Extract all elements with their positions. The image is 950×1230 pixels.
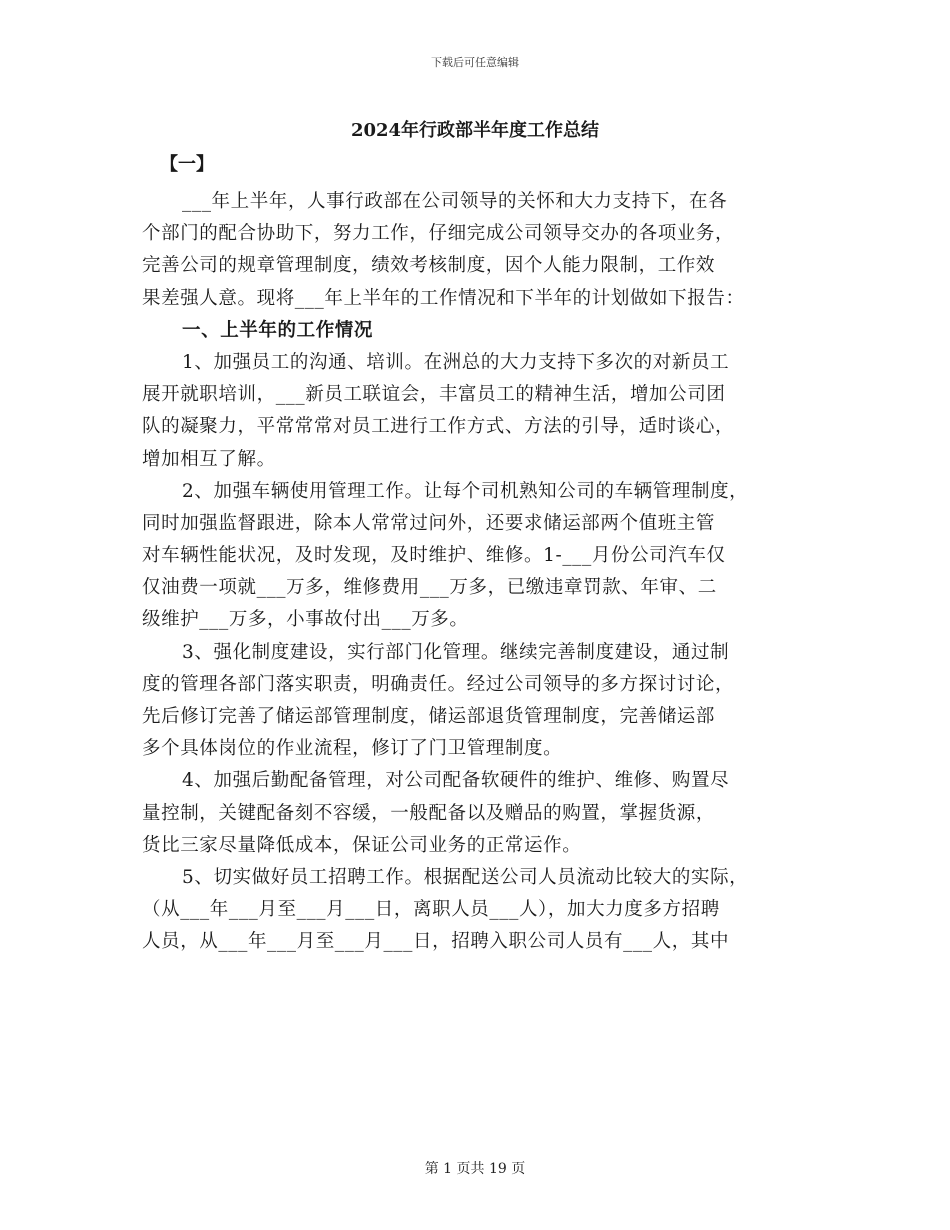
paragraph-line: 1、加强员工的沟通、培训。在洲总的大力支持下多次的对新员工 <box>182 351 730 373</box>
paragraph-line: 完善公司的规章管理制度，绩效考核制度，因个人能力限制，工作效 <box>142 255 716 277</box>
body-text-block <box>142 186 810 959</box>
paragraph-line: 多个具体岗位的作业流程，修订了门卫管理制度。 <box>142 738 563 760</box>
paragraph-line: 4、加强后勤配备管理，对公司配备软硬件的维护、维修、购置尽 <box>182 770 730 792</box>
paragraph-line: 级维护___万多，小事故付出___万多。 <box>142 609 469 631</box>
paragraph-line: 对车辆性能状况，及时发现，及时维护、维修。1-___月份公司汽车仅 <box>142 545 726 567</box>
paragraph-line: 人员，从___年___月至___月___日，招聘入职公司人员有___人，其中 <box>142 931 730 953</box>
paragraph-line: 个部门的配合协助下，努力工作，仔细完成公司领导交办的各项业务， <box>142 223 735 245</box>
paragraph-line: 5、切实做好员工招聘工作。根据配送公司人员流动比较大的实际， <box>182 866 749 888</box>
paragraph-line: ___年上半年，人事行政部在公司领导的关怀和大力支持下，在各 <box>182 191 728 212</box>
document-title: 2024年行政部半年度工作总结 <box>350 120 600 141</box>
section-heading: 一、上半年的工作情况 <box>182 319 374 341</box>
paragraph-line: 量控制，关键配备刻不容缓，一般配备以及赠品的购置，掌握货源， <box>142 802 716 824</box>
paragraph-line: 展开就职培训，___新员工联谊会，丰富员工的精神生活，增加公司团 <box>142 384 726 406</box>
paragraph-line: （从___年___月至___月___日，离职人员___人），加大力度多方招聘 <box>142 899 720 921</box>
paragraph-line: 果差强人意。现将___年上半年的工作情况和下半年的计划做如下报告： <box>142 287 745 309</box>
page-footer: 第 1 页共 19 页 <box>424 1161 526 1177</box>
paragraph-line: 同时加强监督跟进，除本人常常过问外，还要求储运部两个值班主管 <box>142 512 716 534</box>
section-marker: 【一】 <box>160 154 214 175</box>
paragraph-line: 队的凝聚力，平常常常对员工进行工作方式、方法的引导，适时谈心， <box>142 416 735 438</box>
header-note: 下载后可任意编辑 <box>431 56 519 69</box>
paragraph-line: 货比三家尽量降低成本，保证公司业务的正常运作。 <box>142 834 582 856</box>
paragraph-line: 先后修订完善了储运部管理制度，储运部退货管理制度，完善储运部 <box>142 706 716 727</box>
paragraph-line: 3、强化制度建设，实行部门化管理。继续完善制度建设，通过制 <box>182 641 730 663</box>
paragraph-line: 仅油费一项就___万多，维修费用___万多，已缴违章罚款、年审、二 <box>142 577 717 599</box>
paragraph-line: 2、加强车辆使用管理工作。让每个司机熟知公司的车辆管理制度， <box>182 480 749 502</box>
paragraph-line: 增加相互了解。 <box>142 448 276 470</box>
paragraph-line: 度的管理各部门落实职责，明确责任。经过公司领导的多方探讨讨论， <box>142 673 735 695</box>
